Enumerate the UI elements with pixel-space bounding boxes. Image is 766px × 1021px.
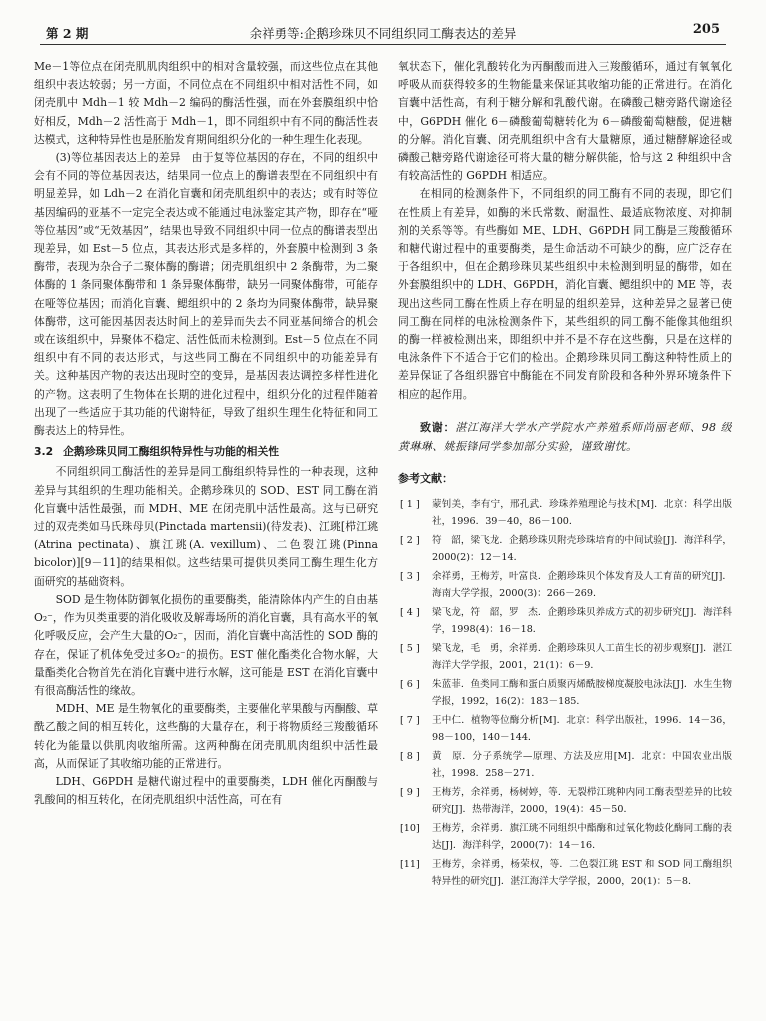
- body-paragraph: 不同组织同工酶活性的差异是同工酶组织特异性的一种表现，这种差异与其组织的生理功能相关。企鹅珍珠贝的 SOD、EST 同工酶在消化盲囊中活性最强，而 MDH、ME 在闭壳肌中活性最高。这与已研究过的双壳类如马氏珠母贝(Pinctada martensii)(待发表)、江珧[栉江珧(Atrina pectinata)、旗江珧(A. vexillum)、二色裂江珧(Pinna bicolor)][9－11]的结果相似。这些结果可提供贝类同工酶生理生化方面研究的基础资料。: [34, 465, 378, 588]
- body-paragraph: SOD 是生物体防御氧化损伤的重要酶类，能清除体内产生的自由基O₂⁻，作为贝类重要的消化吸收及解毒场所的消化盲囊，具有高水平的氧化呼吸反应，会产生大量的O₂⁻，因而，消化盲囊中高活性的 SOD 酶的存在，保证了机体免受过多O₂⁻的损伤。EST 催化酯类化合物水解，大量酯类化合物首先在消化盲囊中进行水解，这可能是 EST 在消化盲囊中有很高酶活性的缘故。: [34, 592, 378, 697]
- reference-number: [ 3 ]: [400, 571, 420, 583]
- references-heading: 参考文献：: [398, 471, 453, 485]
- reference-number: [10]: [400, 823, 420, 835]
- reference-number: [ 6 ]: [400, 679, 420, 691]
- reference-text: 朱蓝菲．鱼类同工酶和蛋白质聚丙烯酰胺梯度凝胶电泳法[J]．水生生物学报，1992，16(2)：183－185．: [432, 679, 732, 708]
- reference-item: [398, 676, 732, 710]
- right-column: [398, 58, 732, 1013]
- reference-item: [398, 820, 732, 854]
- reference-item: [398, 496, 732, 530]
- reference-text: 王梅芳，余祥勇，杨荣权，等．二色裂江珧 EST 和 SOD 同工酶组织特异性的研究[J]．湛江海洋大学学报，2000，20(1)：5－8．: [432, 859, 732, 888]
- page-header: [40, 16, 726, 45]
- reference-item: [398, 856, 732, 890]
- reference-text: 黄 原．分子系统学—原理、方法及应用[M]．北京：中国农业出版社，1998．258－271．: [432, 751, 732, 780]
- section-number: 3.2: [34, 445, 54, 459]
- reference-number: [ 1 ]: [400, 499, 420, 511]
- reference-item: [398, 604, 732, 638]
- reference-number: [ 8 ]: [400, 751, 420, 763]
- reference-item: [398, 640, 732, 674]
- reference-item: [398, 784, 732, 818]
- reference-number: [ 5 ]: [400, 643, 420, 655]
- body-paragraph: 在相同的检测条件下，不同组织的同工酶有不同的表现，即它们在性质上有差异，如酶的米氏常数、耐温性、最适底物浓度、对抑制剂的关系等等。有些酶如 ME、LDH、G6PDH 同工酶是三羧酸循环和糖代谢过程中的重要酶类，是生命活动不可缺少的酶，应广泛存在于各组织中，但在企鹅珍珠贝某些组织中未检测到明显的酶带，如在外套膜组织中的 LDH、G6PDH，消化盲囊、鳃组织中的 ME 等，表现出这些同工酶在性质上存在明显的组织差异，这种差异之显著已使同工酶在同样的电泳检测条件下，某些组织的同工酶不能像其他组织的酶一样被检测出来，即组织中并不是不存在这些酶，只是在这样的电泳条件下不适合于它们的检出。企鹅珍珠贝同工酶这种特性质上的差异保证了各组织器官中酶能在不同发育阶段和各种外界环境条件下相应的起作用。: [398, 187, 732, 401]
- reference-item: [398, 532, 732, 566]
- acknowledgement-text: 湛江海洋大学水产学院水产养殖系师尚丽老师、98 级黄琳琳、姚振锋同学参加部分实验，谨致谢忱。: [398, 420, 732, 453]
- reference-text: 蒙钊美，李有宁，邢孔武．珍珠养殖理论与技术[M]．北京：科学出版社，1996．39－40，86－100．: [432, 499, 732, 528]
- body-paragraph: LDH、G6PDH 是糖代谢过程中的重要酶类，LDH 催化丙酮酸与乳酸间的相互转化，在闭壳肌组织中活性高，可在有: [34, 774, 378, 807]
- reference-list: [398, 496, 732, 890]
- issue-label: 第 2 期: [46, 26, 89, 41]
- body-paragraph: (3)等位基因表达上的差异 由于复等位基因的存在，不同的组织中会有不同的等位基因表达，结果同一位点上的酶谱表型在不同组织中有明显差异，如 Ldh－2 在消化盲囊和闭壳肌组织中的表达；或有时等位基因编码的亚基不一定完全表达或不能通过电泳鉴定其产物，即存在“哑等位基因”或“无效基因”，结果也导致不同组织中同一位点的酶谱表型出现差异，如 Est－5 位点，其表达形式是多样的，外套膜中检测到 3 条酶带，表现为杂合子二聚体酶的酶谱；闭壳肌组织中 2 条酶带，为二聚体酶的 1 条同聚体酶带和 1 条异聚体酶带，缺另一同聚体酶带，可能存在哑等位基因；而消化盲囊、鳃组织中的 2 条均为同聚体酶带，缺异聚体酶带，这可能因基因表达时间上的差异而失去不同亚基间缔合的机会或在该组织中，异聚体不稳定、活性低而未检测到。Est－5 位点在不同组织中有不同的表达形式，与这些同工酶在不同组织中的功能差异有关。这种基因产物的表达出现时空的变异，是基因表达调控多样性进化的产物。这表明了生物体在长期的进化过程中，组织分化的过程伴随着出现了一些适应于其功能的代谢特征，导致了组织生理生化特征和同工酶表达上的特异性。: [34, 151, 378, 438]
- body-paragraph: Me－1等位点在闭壳肌肌肉组织中的相对含量较强，而这些位点在其他组织中表达较弱；另一方面，不同位点在不同组织中相对活性不同，如闭壳肌中 Mdh－1 较 Mdh－2 编码的酶活性强，而在外套膜组织中恰好相反，Mdh－2 活性高于 Mdh－1，即不同组织中有不同的酶活性表达模式，这种特异性也是胚胎发育期间组织分化的一种生理生化表现。: [34, 60, 378, 146]
- reference-text: 王梅芳，余祥勇，杨树婷，等．无裂栉江珧种内同工酶表型差异的比较研究[J]．热带海洋，2000，19(4)：45－50．: [432, 787, 732, 816]
- acknowledgement-label: 致谢：: [420, 420, 456, 434]
- left-column: [34, 58, 378, 1013]
- section-title: 企鹅珍珠贝同工酶组织特异性与功能的相关性: [63, 445, 280, 459]
- reference-number: [ 4 ]: [400, 607, 420, 619]
- reference-text: 王中仁．植物等位酶分析[M]．北京：科学出版社，1996．14－36，98－100，140－144．: [432, 715, 732, 744]
- reference-number: [ 2 ]: [400, 535, 420, 547]
- reference-text: 余祥勇，王梅芳，叶富良．企鹅珍珠贝个体发育及人工育苗的研究[J]．海南大学学报，2000(3)：266－269．: [432, 571, 732, 600]
- reference-text: 符 韶，梁飞龙．企鹅珍珠贝附壳珍珠培育的中间试验[J]．海洋科学，2000(2)：12－14．: [432, 535, 732, 564]
- reference-number: [ 9 ]: [400, 787, 420, 799]
- page-number: 205: [692, 22, 720, 37]
- section-heading: [34, 443, 378, 461]
- reference-text: 王梅芳，余祥勇．旗江珧不同组织中酯酶和过氧化物歧化酶同工酶的表达[J]．海洋科学，2000(7)：14－16．: [432, 823, 732, 852]
- acknowledgement: [398, 418, 732, 456]
- reference-number: [ 7 ]: [400, 715, 420, 727]
- reference-text: 梁飞龙，毛 勇，余祥勇．企鹅珍珠贝人工苗生长的初步观察[J]．湛江海洋大学学报，2001，21(1)：6－9．: [432, 643, 732, 672]
- reference-item: [398, 712, 732, 746]
- reference-text: 梁飞龙，符 韶，罗 杰．企鹅珍珠贝养成方式的初步研究[J]．海洋科学，1998(4)：16－18．: [432, 607, 732, 636]
- reference-number: [11]: [400, 859, 420, 871]
- reference-item: [398, 568, 732, 602]
- body-paragraph: 氧状态下，催化乳酸转化为丙酮酸而进入三羧酸循环，通过有氧氧化呼吸从而获得较多的生物能量来保证其收缩功能的正常进行。在消化盲囊中活性高，有利于糖分解和乳酸代谢。在磷酸己糖旁路代谢途径中，G6PDH 催化 6－磷酸葡萄糖转化为 6－磷酸葡萄糖酸，促进糖的分解。消化盲囊、闭壳肌组织中含有大量糖原，通过糖酵解途径或磷酸己糖旁路代谢途径可将大量的糖分解供能，恰与这 2 种组织中含有较高活性的 G6PDH 相适应。: [398, 60, 732, 183]
- body-paragraph: MDH、ME 是生物氧化的重要酶类，主要催化苹果酸与丙酮酸、草酰乙酸之间的相互转化，这些酶的大量存在，利于将物质经三羧酸循环转化为能量以供肌肉收缩所需。这两种酶在闭壳肌肌肉组织中活性最高，从而保证了其收缩功能的正常进行。: [34, 702, 378, 770]
- reference-item: [398, 748, 732, 782]
- running-title: 余祥勇等:企鹅珍珠贝不同组织同工酶表达的差异: [249, 26, 517, 41]
